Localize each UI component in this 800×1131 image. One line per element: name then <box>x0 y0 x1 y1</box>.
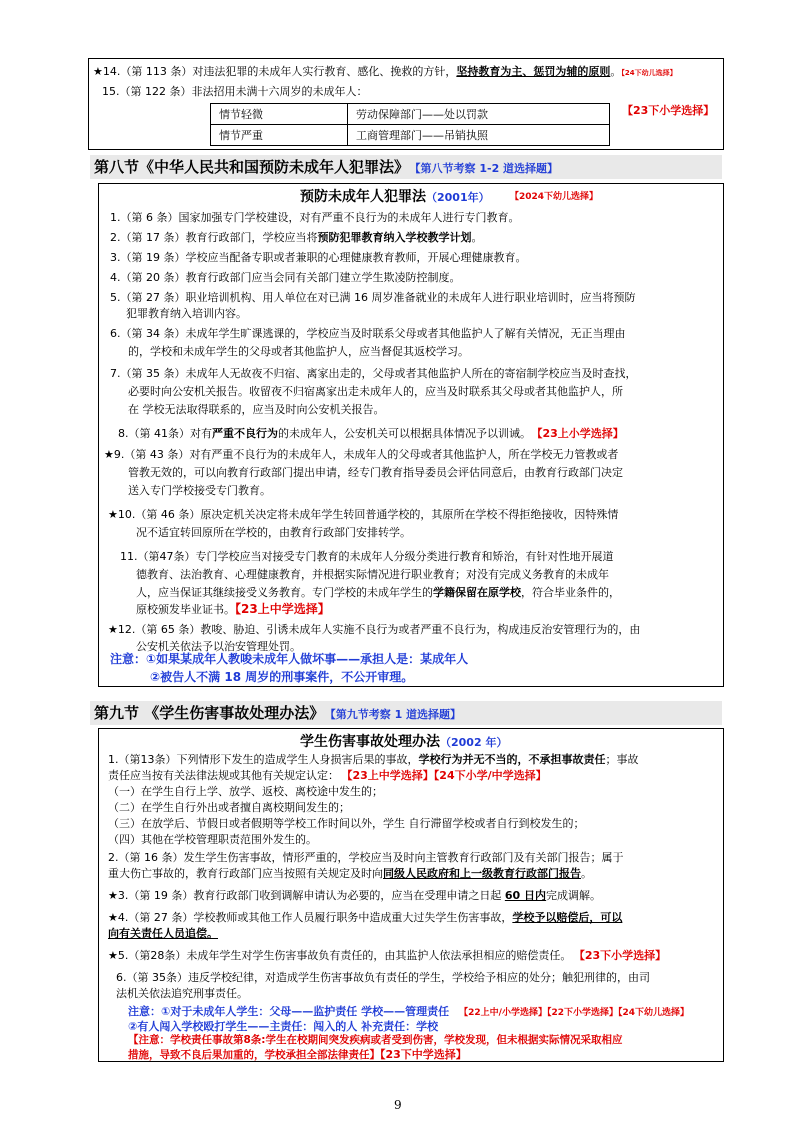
exam-tag: 【22上中/小学选择】【22下小学选择】【24下幼儿选择】 <box>459 1008 690 1018</box>
law-title: 预防未成年人犯罪法 <box>300 189 426 205</box>
section-9-tag: 【第九节考察 1 道选择题】 <box>330 708 462 721</box>
section-9-title: 第九节 《学生伤害事故处理办法》 <box>94 704 325 722</box>
emphasis: 学校予以赔偿后，可以 <box>512 911 623 924</box>
exam-tag: 【23上小学选择】 <box>537 427 624 440</box>
law-item-cont: 在 学校无法取得联系的，应当及时向公安机关报告。 <box>128 403 385 416</box>
text: ★5.（第28条）未成年学生对学生伤害事故负有责任的，由其监护人依法承担相应的赔偿责任。 <box>108 949 572 962</box>
emphasis: 严重不良行为 <box>212 427 278 440</box>
page-number: 9 <box>394 1098 402 1112</box>
table-row <box>211 104 610 125</box>
text: 人，应当保证其继续接受义务教育。专门学校的未成年学生的 <box>136 586 433 599</box>
law-item: 7.（第 35 条）未成年人无故夜不归宿、离家出走的，父母或者其他监护人所在的寄宿制学校应当及时查找， <box>110 367 637 380</box>
section-9-heading <box>90 701 722 725</box>
law-item-cont: 况不适宜转回原所在学校的，由教育行政部门安排转学。 <box>136 526 411 539</box>
text: 1.（第13条）下列情形下发生的造成学生人身损害后果的事故， <box>108 753 419 766</box>
text: 完成调解。 <box>545 889 601 902</box>
table-row <box>211 125 610 146</box>
table-cell: 劳动保障部门——处以罚款 <box>348 104 610 125</box>
penalty-table <box>210 103 610 146</box>
table-cell: 情节严重 <box>211 125 348 146</box>
law-item-cont: 送入专门学校接受专门教育。 <box>128 484 271 497</box>
law-year: （2002 年） <box>440 736 508 749</box>
law-item <box>110 230 482 245</box>
law-item: ★12.（第 65 条）教唆、胁迫、引诱未成年人实施不良行为或者严重不良行为，构成违反治安管理行为的，由 <box>108 623 641 636</box>
law-item-cont: 犯罪教育纳入培训内容。 <box>126 307 247 320</box>
item-14-text: ★14.（第 113 条）对违法犯罪的未成年人实行教育、感化、挽救的方针， <box>93 65 457 78</box>
table-cell: 工商管理部门——吊销执照 <box>348 125 610 146</box>
law-item-cont: （一）在学生自行上学、放学、返校、离校途中发生的； <box>108 785 383 798</box>
law-item-cont: 管教无效的，可以向教育行政部门提出申请，经专门教育指导委员会评估同意后，由教育行政部门决定 <box>128 466 623 479</box>
emphasis: 60 日内 <box>504 889 546 902</box>
text: 8.（第 41条）对有 <box>118 427 212 440</box>
note-line: 注意：①如果某成年人教唆未成年人做坏事——承担人是：某成年人 <box>110 652 469 666</box>
section-8-box-title <box>300 186 490 206</box>
law-item-cont: 公安机关依法予以治安管理处罚。 <box>136 640 301 653</box>
text: 重大伤亡事故的，教育行政部门应当按照有关规定及时向 <box>108 867 383 880</box>
law-item <box>118 426 624 441</box>
text: ★3.（第 19 条）教育行政部门收到调解申请认为必要的，应当在受理申请之日起 <box>108 889 505 902</box>
text: 。 <box>581 867 592 880</box>
item-14-end: 。 <box>610 65 622 78</box>
emphasis: 预防犯罪教育纳入学校教学计划 <box>317 231 472 244</box>
law-title: 学生伤害事故处理办法 <box>300 734 440 750</box>
text: ；事故 <box>605 753 639 766</box>
note-line: ②被告人不满 18 周岁的刑事案件，不公开审理。 <box>150 670 414 684</box>
item-15: 15.（第 122 条）非法招用未满十六周岁的未成年人： <box>102 85 368 98</box>
exam-tag: 【23下小学选择】 <box>579 949 667 962</box>
law-item: ★10.（第 46 条）原决定机关决定将未成年学生转回普通学校的，其原所在学校不得拒绝接收，因特殊情 <box>108 508 619 521</box>
emphasis: 学校行为并无不当的，不承担事故责任 <box>418 753 606 766</box>
law-item-cont: 法机关依法追究刑事责任。 <box>116 987 248 1000</box>
law-item-cont: 必要时向公安机关报告。收留夜不归宿离家出走未成年人的，应当及时联系其父母或者其他监护人，所 <box>128 385 623 398</box>
text: 原校颁发毕业证书。 <box>136 603 235 616</box>
note-line <box>128 1047 467 1063</box>
law-item: 11.（第47条）专门学校应当对接受专门教育的未成年人分级分类进行教育和矫治，有针对性地开展道 <box>120 550 614 563</box>
item-14-emph: 坚持教育为主、惩罚为辅的原则 <box>456 65 611 78</box>
law-item-cont: 德教育、法治教育、心理健康教育，并根据实际情况进行职业教育；对没有完成义务教育的未成年 <box>136 568 609 581</box>
note-text: 注意：①对于未成年人学生：父母——监护责任 学校——管理责任 <box>128 1005 450 1018</box>
law-item-cont: （二）在学生自行外出或者擅自离校期间发生的； <box>108 801 350 814</box>
section-8-heading <box>90 155 722 179</box>
note-text: 措施，导致不良后果加重的，学校承担全部法律责任】 <box>128 1049 380 1061</box>
table-cell: 情节轻微 <box>211 104 348 125</box>
law-item-cont: （四）其他在学校管理职责范围外发生的。 <box>108 833 317 846</box>
law-item: ★9.（第 43 条）对有严重不良行为的未成年人，未成年人的父母或者其他监护人，所在学校无力管教或者 <box>104 448 619 461</box>
text: 。 <box>471 231 483 244</box>
text: 的未成年人，公安机关可以根据具体情况予以训诫。 <box>278 427 531 440</box>
exam-tag: 【23上中学选择】【24下小学/中学选择】 <box>347 769 547 782</box>
exam-tag: 【23下中学选择】 <box>380 1048 467 1061</box>
law-year: （2001年） <box>426 191 490 204</box>
text: ★4.（第 27 条）学校教师或其他工作人员履行职务中造成重大过失学生伤害事故， <box>108 911 513 924</box>
box-tag: 【2024下幼儿选择】 <box>510 192 599 202</box>
law-item <box>108 752 639 767</box>
section-8-tag: 【第八节考察 1-2 道选择题】 <box>415 162 559 175</box>
text: 责任应当按有关法律法规或其他有关规定认定： <box>108 769 339 782</box>
law-item-cont <box>136 602 330 617</box>
exam-tag: 【23上中学选择】 <box>235 602 330 616</box>
law-item: 5.（第 27 条）职业培训机构、用人单位在对已满 16 周岁准备就业的未成年人进行职业培训时，应当将预防 <box>110 291 636 304</box>
item-14-tag: 【24下幼儿选择】 <box>621 69 677 77</box>
law-item-cont <box>136 585 620 600</box>
section-9-box-title <box>300 731 507 751</box>
law-item: 6.（第 34 条）未成年学生旷课逃课的，学校应当及时联系父母或者其他监护人了解有关情况，无正当理由 <box>110 327 626 340</box>
note-line: ②有人闯入学校殴打学生——主责任：闯入的人 补充责任：学校 <box>128 1020 439 1033</box>
law-item <box>108 948 666 963</box>
text: ，符合毕业条件的， <box>521 586 620 599</box>
law-item-cont <box>108 768 547 783</box>
law-item: 1.（第 6 条）国家加强专门学校建设，对有严重不良行为的未成年人进行专门教育。 <box>110 211 520 224</box>
item-15-tag: 【23下小学选择】 <box>622 104 715 117</box>
item-14 <box>93 64 677 81</box>
law-item-cont: 向有关责任人员追偿。 <box>108 927 218 940</box>
law-item: 2.（第 16 条）发生学生伤害事故，情形严重的，学校应当及时向主管教育行政部门及有关部门报告；属于 <box>108 851 624 864</box>
law-item: 4.（第 20 条）教育行政部门应当会同有关部门建立学生欺凌防控制度。 <box>110 271 461 284</box>
law-item-cont: 的，学校和未成年学生的父母或者其他监护人，应当督促其返校学习。 <box>128 345 469 358</box>
law-item <box>108 888 601 903</box>
emphasis: 同级人民政府和上一级教育行政部门报告 <box>383 867 581 880</box>
law-item: 6.（第 35条）违反学校纪律，对造成学生伤害事故负有责任的学生，学校给予相应的处分；触犯刑律的，由司 <box>116 971 650 984</box>
law-item-cont: （三）在放学后、节假日或者假期等学校工作时间以外，学生 自行滞留学校或者自行到校发生的； <box>108 817 585 830</box>
note-line: 【注意：学校责任事故第8条:学生在校期间突发疾病或者受到伤害，学校发现，但未根据实际情况采取相应 <box>128 1034 623 1046</box>
law-item: 3.（第 19 条）学校应当配备专职或者兼职的心理健康教育教师，开展心理健康教育。 <box>110 251 527 264</box>
text: 2.（第 17 条）教育行政部门，学校应当将 <box>110 231 318 244</box>
section-8-title: 第八节《中华人民共和国预防未成年人犯罪法》 <box>94 158 410 176</box>
law-item-cont <box>108 866 592 881</box>
emphasis: 学籍保留在原学校 <box>433 586 521 599</box>
law-item <box>108 910 622 925</box>
